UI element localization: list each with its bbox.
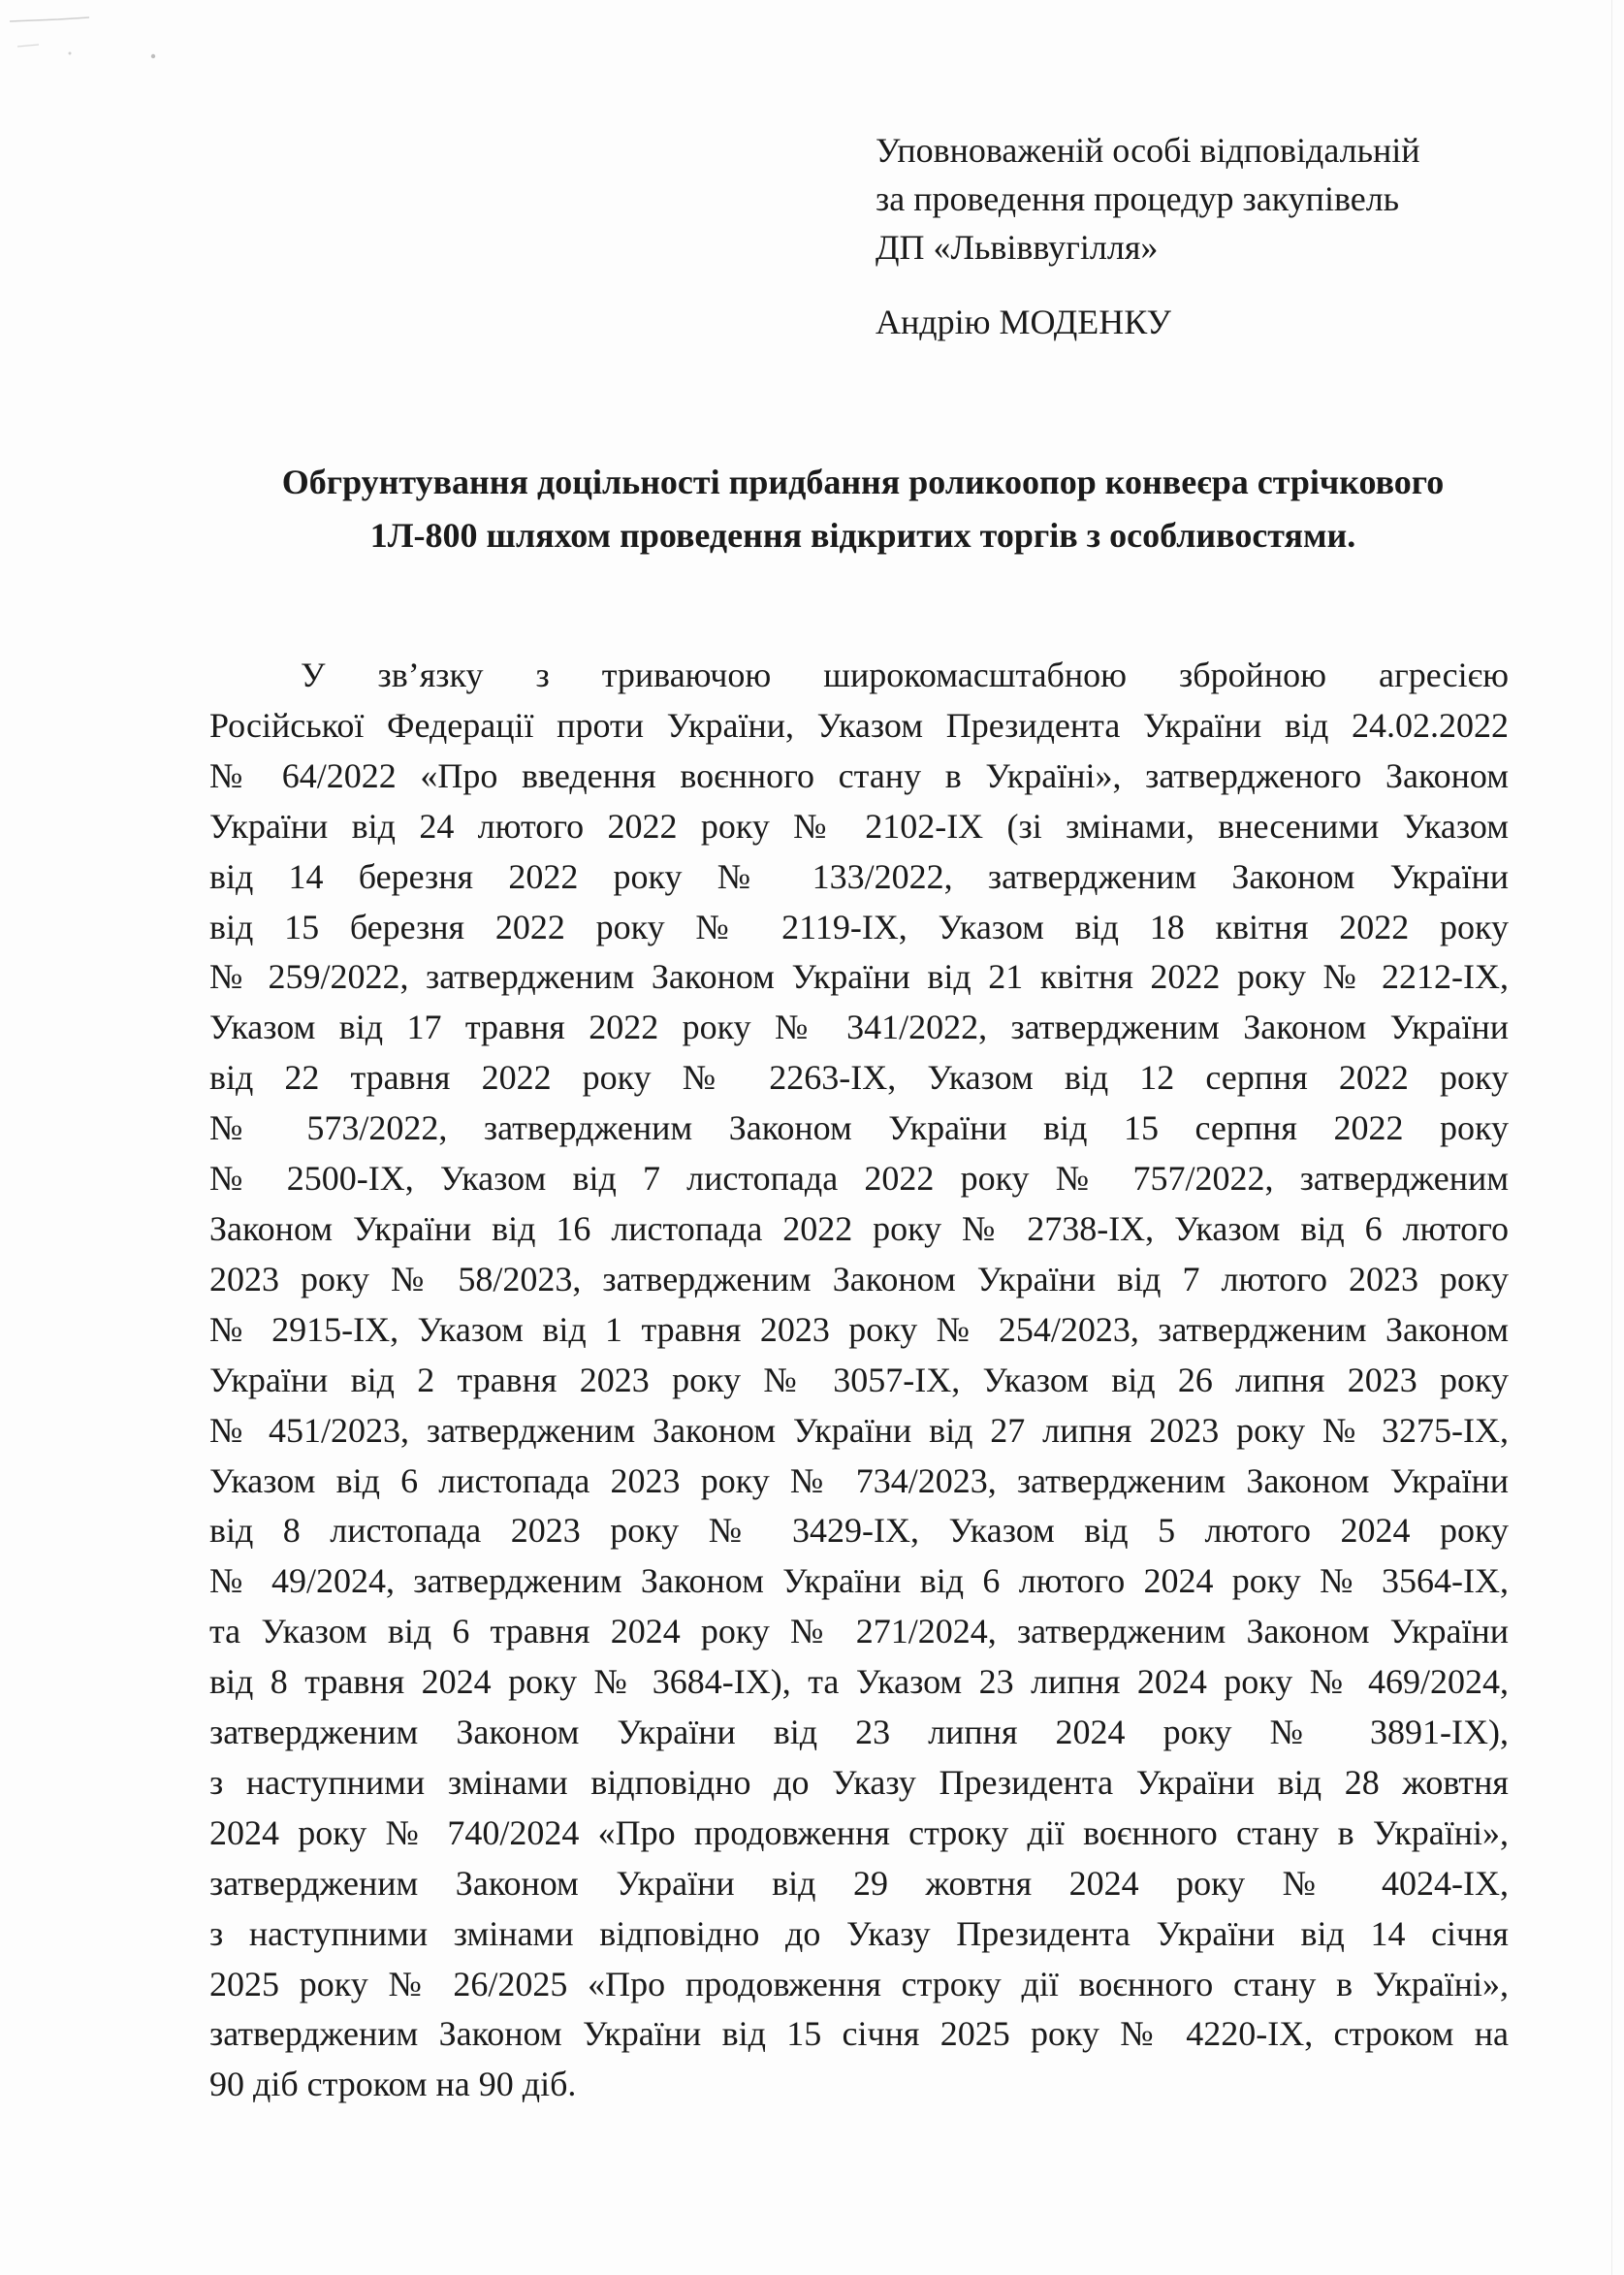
body-line: від 15 березня 2022 року № 2119-IX, Указом від 18 квітня 2022 року (209, 907, 1509, 946)
title-line: Обгрунтування доцільності придбання роликоопор конвеєра стрічкового (281, 463, 1445, 501)
body-line: Російської Федерації проти України, Указом Президента України від 24.02.2022 (209, 705, 1509, 745)
body-line: Законом України від 16 листопада 2022 року № 2738-IX, Указом від 6 лютого (209, 1208, 1509, 1248)
body-line: затвердженим Законом України від 15 січня 2025 року № 4220-IX, строком на (209, 2014, 1509, 2054)
addressee-name: Андрію МОДЕНКУ (876, 303, 1172, 341)
body-line: від 14 березня 2022 року № 133/2022, затвердженим Законом України (209, 856, 1509, 896)
body-line: № 64/2022 «Про введення воєнного стану в Україні», затвердженого Законом (209, 755, 1509, 795)
body-line: України від 2 травня 2023 року № 3057-IX, Указом від 26 липня 2023 року (209, 1360, 1509, 1399)
body-line: та Указом від 6 травня 2024 року № 271/2024, затвердженим Законом України (209, 1612, 1509, 1651)
body-line: від 22 травня 2022 року № 2263-IX, Указом від 12 серпня 2022 року (209, 1058, 1509, 1098)
body-line: 2023 року № 58/2023, затвердженим Законом України від 7 лютого 2023 року (209, 1259, 1509, 1298)
addressee-line: за проведення процедур закупівель (876, 179, 1400, 218)
body-line: затвердженим Законом України від 23 липня 2024 року № 3891-IX), (209, 1713, 1509, 1752)
body-line: з наступними змінами відповідно до Указу Президента України від 28 жовтня (209, 1762, 1509, 1802)
scan-edge (1611, 0, 1612, 2275)
body-line: № 49/2024, затвердженим Законом України від 6 лютого 2024 року № 3564-IX, (209, 1561, 1509, 1601)
body-line: затвердженим Законом України від 29 жовтня 2024 року № 4024-IX, (209, 1863, 1509, 1903)
body-line: 90 діб строком на 90 діб. (209, 2065, 577, 2104)
body-line: № 451/2023, затвердженим Законом України від 27 липня 2023 року № 3275-IX, (209, 1410, 1509, 1450)
body-line: від 8 листопада 2023 року № 3429-IX, Указом від 5 лютого 2024 року (209, 1511, 1509, 1551)
body-line: 2025 року № 26/2025 «Про продовження строку дії воєнного стану в Україні», (209, 1964, 1509, 2003)
title-line: 1Л-800 шляхом проведення відкритих торгів з особливостями. (369, 516, 1356, 555)
body-line: № 259/2022, затвердженим Законом України від 21 квітня 2022 року № 2212-IX, (209, 957, 1509, 997)
body-line: від 8 травня 2024 року № 3684-IX), та Указом 23 липня 2024 року № 469/2024, (209, 1662, 1509, 1702)
addressee-line: ДП «Львіввугілля» (876, 228, 1159, 267)
body-line: № 573/2022, затвердженим Законом України від 15 серпня 2022 року (209, 1108, 1509, 1148)
body-line: 2024 року № 740/2024 «Про продовження строку дії воєнного стану в Україні», (209, 1812, 1509, 1852)
body-line: № 2915-IX, Указом від 1 травня 2023 року № 254/2023, затвердженим Законом (209, 1309, 1509, 1349)
body-line: У зв’язку з триваючою широкомасштабною збройною агресією (301, 656, 1509, 694)
body-line: з наступними змінами відповідно до Указу Президента України від 14 січня (209, 1913, 1509, 1953)
body-line: № 2500-IX, Указом від 7 листопада 2022 року № 757/2022, затвердженим (209, 1159, 1509, 1199)
body-line: Указом від 6 листопада 2023 року № 734/2023, затвердженим Законом України (209, 1460, 1509, 1500)
addressee-block (876, 126, 1554, 346)
body-line: України від 24 лютого 2022 року № 2102-IX (зі змінами, внесеними Указом (209, 806, 1509, 846)
document-title (145, 456, 1580, 562)
scan-artifact (0, 0, 184, 97)
body-paragraph (209, 651, 1509, 2110)
addressee-line: Уповноваженій особі відповідальній (876, 131, 1420, 170)
body-line: Указом від 17 травня 2022 року № 341/2022, затвердженим Законом України (209, 1008, 1509, 1047)
